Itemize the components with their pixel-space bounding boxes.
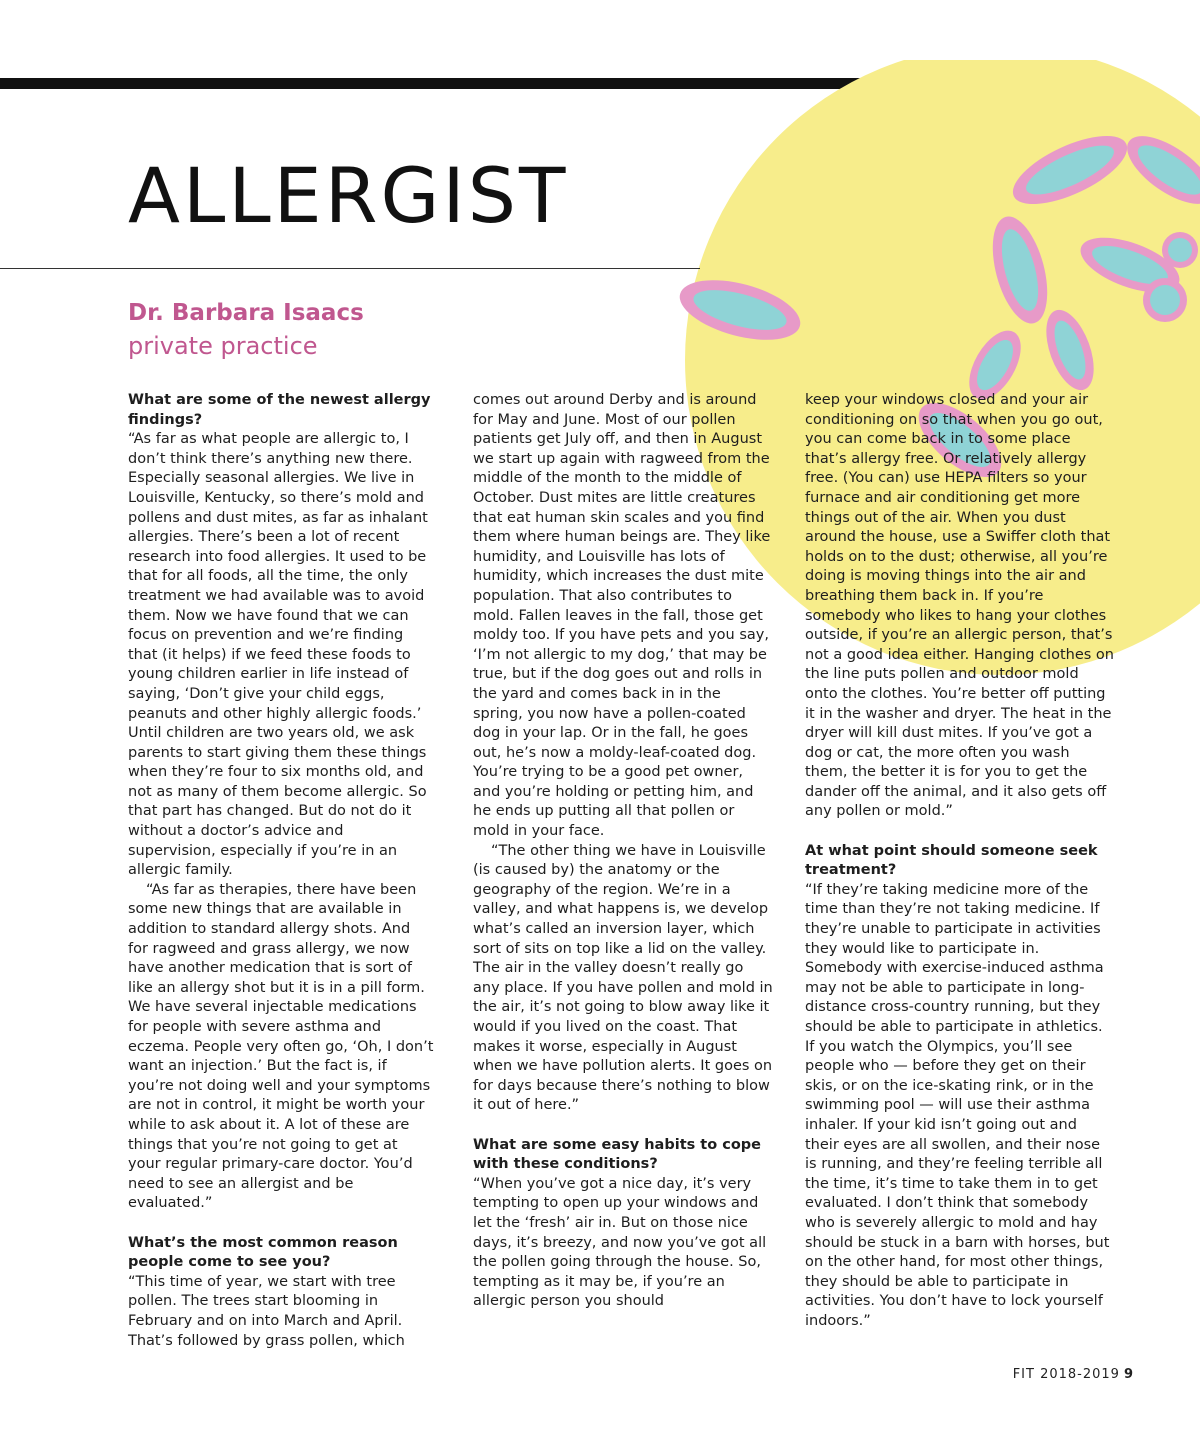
- page-number: 9: [1123, 1367, 1134, 1382]
- article-column-3: [805, 391, 1115, 1332]
- question-heading: What are some easy habits to cope with these conditions?: [473, 1136, 762, 1173]
- author-role: private practice: [128, 332, 318, 360]
- publication-name: FIT 2018-2019: [1012, 1367, 1120, 1382]
- answer-paragraph: “As far as therapies, there have been some new things that are available in addition to standard allergy shots. And for ragweed and grass allergy, we now have another medication that is sort of like an allergy shot but it is in a pill form. We have several injectable medications for people with severe asthma and eczema. People very often go, ‘Oh, I don’t want an injection.’ But the fact is, if you’re not doing well and your symptoms are not in control, it might be worth your while to ask about it. A lot of these are things that you’re not going to get at your regular primary-care doctor. You’d need to see an allergist and be evaluated.”: [128, 881, 434, 1212]
- author-name: Dr. Barbara Isaacs: [128, 300, 364, 326]
- title-rule: [0, 268, 480, 269]
- question-heading: What’s the most common reason people come to see you?: [128, 1234, 398, 1271]
- article-column-1: [128, 391, 434, 1351]
- answer-paragraph: “This time of year, we start with tree pollen. The trees start blooming in February and on into March and April. That’s followed by grass pollen, which: [128, 1273, 405, 1349]
- question-heading: What are some of the newest allergy findings?: [128, 392, 431, 428]
- article-column-2: [473, 391, 773, 1312]
- page-footer: [1013, 1367, 1134, 1382]
- page-title: ALLERGIST: [128, 151, 569, 240]
- answer-paragraph: comes out around Derby and is around for May and June. Most of our pollen patients get July off, and then in August we start up again with ragweed from the middle of the month to the middle of October. Dust mites are little creatures that eat human skin scales and you find them where human beings are. They like humidity, and Louisville has lots of humidity, which increases the dust mite population. That also contributes to mold. Fallen leaves in the fall, those get moldy too. If you have pets and you say, ‘I’m not allergic to my dog,’ that may be true, but if the dog goes out and rolls in the yard and comes back in in the spring, you now have a pollen-coated dog in your lap. Or in the fall, he goes out, he’s now a moldy-leaf-coated dog. You’re trying to be a good pet owner, and you’re holding or petting him, and he ends up putting all that pollen or mold in your face.: [473, 392, 771, 840]
- answer-paragraph: “As far as what people are allergic to, I don’t think there’s anything new there. Especially seasonal allergies. We live in Louisville, Kentucky, so there’s mold and pollens and dust mites, as far as inhalant allergies. There’s been a lot of recent research into food allergies. It used to be that for all foods, all the time, the only treatment we had available was to avoid them. Now we have found that we can focus on prevention and we’re finding that (it helps) if we feed these foods to young children earlier in life instead of saying, ‘Don’t give your child eggs, peanuts and other highly allergic foods.’ Until children are two years old, we ask parents to start giving them these things when they’re four to six months old, and not as many of them become allergic. So that part has changed. But do not do it without a doctor’s advice and supervision, especially if you’re in an allergic family.: [128, 431, 428, 879]
- answer-paragraph: “If they’re taking medicine more of the time than they’re not taking medicine. If they’re unable to participate in activities they would like to participate in. Somebody with exercise-induced asthma may not be able to participate in long-distance cross-country running, but they should be able to participate in athletics. If you watch the Olympics, you’ll see people who — before they get on their skis, or on the ice-skating rink, or in the swimming pool — will use their asthma inhaler. If your kid isn’t going out and their eyes are all swollen, and their nose is running, and they’re feeling terrible all the time, it’s time to take them in to get evaluated. I don’t think that somebody who is severely allergic to mold and hay should be stuck in a barn with horses, but on the other hand, for most other things, they should be able to participate in activities. You don’t have to lock yourself indoors.”: [805, 881, 1110, 1329]
- answer-paragraph: “The other thing we have in Louisville (is caused by) the anatomy or the geography of the region. We’re in a valley, and what happens is, we develop what’s called an inversion layer, which sort of sits on top like a lid on the valley. The air in the valley doesn’t really go any place. If you have pollen and mold in the air, it’s not going to blow away like it would if you lived on the coast. That makes it worse, especially in August when we have pollution alerts. It goes on for days because there’s nothing to blow it out of here.”: [473, 842, 773, 1114]
- title-rule-extension: [480, 268, 700, 269]
- question-heading: At what point should someone seek treatment?: [805, 842, 1098, 879]
- answer-paragraph: keep your windows closed and your air conditioning on so that when you go out, you can come back in to some place that’s allergy free. Or relatively allergy free. (You can) use HEPA filters so your furnace and air conditioning get more things out of the air. When you dust around the house, use a Swiffer cloth that holds on to the dust; otherwise, all you’re doing is moving things into the air and breathing them back in. If you’re somebody who likes to hang your clothes outside, if you’re an allergic person, that’s not a good idea either. Hanging clothes on the line puts pollen and outdoor mold onto the clothes. You’re better off putting it in the washer and dryer. The heat in the dryer will kill dust mites. If you’ve got a dog or cat, the more often you wash them, the better it is for you to get the dander off the animal, and it also gets off any pollen or mold.”: [805, 392, 1114, 820]
- answer-paragraph: “When you’ve got a nice day, it’s very tempting to open up your windows and let the ‘fresh’ air in. But on those nice days, it’s breezy, and now you’ve got all the pollen going through the house. So, tempting as it may be, if you’re an allergic person you should: [473, 1175, 767, 1310]
